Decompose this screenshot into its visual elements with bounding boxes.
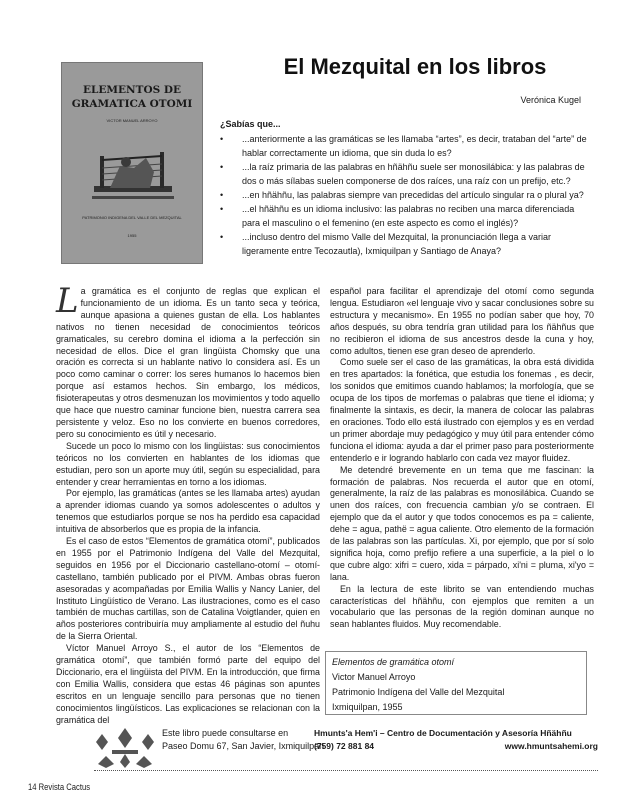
cover-title-line2: GRAMATICA OTOMI <box>71 98 193 110</box>
did-you-know-list <box>220 132 590 258</box>
body-paragraph: En la lectura de este librito se van entendiendo muchas características del hñähñu, con ejemplos que remiten a un vocabulario que las personas de la región dominan aunque no sean hablantes fluidos. Muy recomendable. <box>330 583 594 630</box>
book-info-title: Elementos de gramática otomí <box>332 657 455 667</box>
body-paragraph: Como suele ser el caso de las gramáticas, la obra está dividida en tres apartados: la fonética, que estudia los fonemas , es decir, los sonidos que emitimos cuando hablamos; la morfología, que se ocupa de los tipos de morfemas o palabras que tiene el idioma; y finalmente la sintaxis, es decir, la manera de colocar las palabras en oraciones. Todo ello está ilustrado con ejemplos y es en verdad un primer abordaje muy pedagógico y muy útil para entender cómo funciona el idioma: ayuda a dar el primer paso para posteriormente entenderlo e ir logrando hablarlo con cada vez mayor fluidez. <box>330 357 594 463</box>
did-you-know-item: • ...incluso dentro del mismo Valle del Mezquital, la pronunciación llega a variar ligeramente entre Tecozautla), Ixmiquilpan y Santiago de Anaya? <box>220 232 551 256</box>
cover-title-line1: ELEMENTOS DE <box>83 84 181 96</box>
body-paragraph: La gramática es el conjunto de reglas que explican el funcionamiento de un idioma. Es un tanto seca y teórica, aunque apasiona a quienes gustan de ella. Los hablantes nativos no tienen necesidad de conocimientos teóricos gramaticales, su cerebro domina el idioma a la perfección sin necesidad de ellos. Dice el gran lingüista Chomsky que una oración es correcta si un hablante nativo lo considera así. Es un poco como caminar o correr: los seres humanos lo hacemos bien porque así estamos hechos. Sin embargo, los médicos, fisioterapeutas y otros desmenuzan los movimientos y todo aquello que hace que nuestro caminar funcione bien, nuestra carrera sea persistente y veloz. Eso no los convierte en buenos corredores, pero su conocimiento es útil y necesario. <box>56 281 320 439</box>
body-paragraph: Me detendré brevemente en un tema que me fascinan: la formación de palabras. Nos recuerda el autor que en otomí, generalmente, la raíz de las palabras es monosilábica. Cuando se unen dos raíces, con frecuencia cambian y/o se contraen. El ejemplo que da el autor y que todos conocemos es pa = caliente, dehe = agua, pathë = agua caliente. Otro elemento de la formación de las palabras son las partículas. Xi, por ejemplo, que por sí solo significa hoja, como prefijo refiere a una superficie, a la piel o lo que cubre algo: xifri = cuero, xida = párpado, xi'ni = pluma, xi'yo = lana. <box>330 464 594 582</box>
page-number-footer: 14 Revista Cactus <box>28 782 91 792</box>
article-title: El Mezquital en los libros <box>283 54 547 79</box>
body-column-left <box>56 281 320 727</box>
did-you-know-heading: ¿Sabías que... <box>220 119 281 129</box>
bullet-icon: • <box>220 204 224 214</box>
article-author: Verónica Kugel <box>520 95 581 105</box>
did-you-know-item: • ...anteriormente a las gramáticas se les llamaba “artes”, es decir, trataban del “arte” de hablar correctamente un idioma, que sin duda lo es? <box>220 134 587 158</box>
cover-title <box>62 83 202 111</box>
did-you-know-item: • ...el hñähñu es un idioma inclusivo: las palabras no reciben una marca diferenciada para el masculino o el femenino (en este aspecto es como el inglés)? <box>220 204 575 228</box>
body-column-right <box>330 286 594 631</box>
book-info-author: Victor Manuel Arroyo <box>332 672 416 682</box>
bullet-icon: • <box>220 190 224 200</box>
body-paragraph: Víctor Manuel Arroyo S., el autor de los “Elementos de gramática otomí”, que también formó parte del equipo del Diccionario, era el lingüista del PIVM. En la introducción, que firma con Emilia Wallis, considera que estas 46 páginas son apuntes escritos en un lenguaje sencillo para personas que no tienen conocimientos lingüísticos. Las explicaciones se relacionan con la gramática del <box>56 643 320 725</box>
cover-year: 1955 <box>127 233 137 238</box>
book-cover-image <box>61 62 203 264</box>
book-info-publisher: Patrimonio Indígena del Valle del Mezquital <box>332 687 505 697</box>
footer-website-link[interactable]: www.hmuntsahemi.org <box>504 741 598 751</box>
footer-banner <box>94 724 598 772</box>
footer-consult-line1: Este libro puede consultarse en <box>162 728 289 738</box>
book-info-box <box>325 651 587 715</box>
body-paragraph: Es el caso de estos “Elementos de gramática otomí”, publicados en 1955 por el Patrimonio Indígena del Valle del Mezquital, seguidos en 1956 por el Diccionario castellano-otomí – otomí-castellano, también publicado por el PIVM. Ambas obras fueron asesoradas y acompañadas por Emilia Wallis y Nancy Lanier, del Instituto Lingüístico de Verano. Las ilustraciones, como es el caso también de muchas cartillas, son de Catalina Voigtlander, quien en años posteriores contribuiría muy ampliamente al estudio del ñuhu de la Sierra Oriental. <box>56 536 320 642</box>
did-you-know-box <box>220 117 590 258</box>
book-info-place-year: Ixmiquilpan, 1955 <box>332 702 403 712</box>
body-paragraph: español para facilitar el aprendizaje del otomí como segunda lengua. Estudiaron «el lenguaje vivo y sacar conclusiones sobre su estructura y mecanismo». En 1955 no podían saber que hoy, 70 años después, su obra tendría gran utilidad para los ñähñus que no recibieron el idioma de sus ancestros desde la cuna y hoy, como adultos, tienen ese gran deseo de aprenderlo. <box>330 286 594 356</box>
footer-phone: (759) 72 881 84 <box>314 741 375 751</box>
footer-contact-info <box>314 727 598 753</box>
cover-publisher: PATRIMONIO INDIGENA DEL VALLE DEL MEZQUITAL <box>82 215 182 220</box>
footer-consult-line2: Paseo Domu 67, San Javier, Ixmiquilpan <box>162 741 325 751</box>
bullet-icon: • <box>220 134 224 144</box>
otomi-embroidery-pattern-icon <box>94 724 156 768</box>
did-you-know-item: • ...en hñähñu, las palabras siempre van precedidas del artículo singular ra o plural ya? <box>220 190 584 200</box>
body-paragraph: Sucede un poco lo mismo con los lingüistas: sus conocimientos teóricos no los convierten en hablantes de los idiomas que estudian, pero son un aporte muy útil, según su especialidad, para entender y crear herramientas en torno a los idiomas. <box>56 440 320 487</box>
footer-consult-info <box>162 727 324 753</box>
loom-illustration-icon <box>90 138 176 208</box>
drop-cap: L <box>56 281 79 321</box>
bullet-icon: • <box>220 232 224 242</box>
body-paragraph: Por ejemplo, las gramáticas (antes se les llamaba artes) ayudan a aprender idiomas cuando ya somos adolescentes o adultos y tenemos que estudiarlos porque se nos ha perdido esa capacidad intuitiva de absorberlos que es propia de la infancia. <box>56 488 320 535</box>
cover-author: VICTOR MANUEL ARROYO <box>106 118 158 123</box>
bullet-icon: • <box>220 162 224 172</box>
did-you-know-item: • ...la raíz primaria de las palabras en hñähñu suele ser monosilábica: y las palabras de dos o más sílabas suelen componerse de dos raíces, una raíz con un prefijo, etc.? <box>220 162 585 186</box>
footer-org-name: Hmunts'a Hem'i – Centro de Documentación y Asesoría Hñähñu <box>314 728 572 738</box>
footer-divider <box>94 770 598 771</box>
